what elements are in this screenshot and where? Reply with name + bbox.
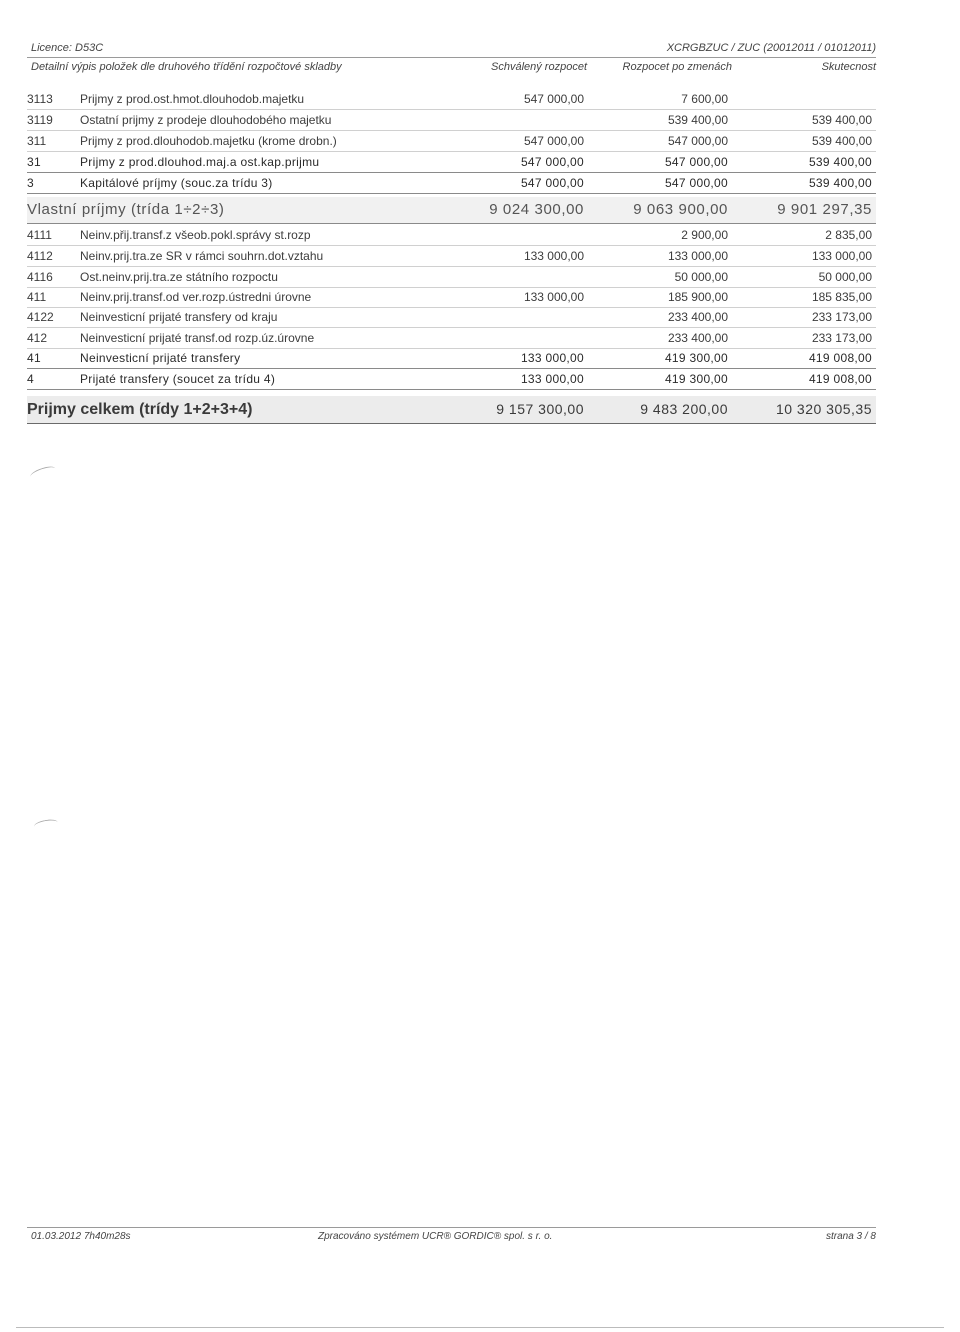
footer-page-number: strana 3 / 8	[825, 1231, 876, 1242]
row-code: 311	[27, 134, 47, 148]
report-subtitle: Detailní výpis položek dle druhového třídění rozpočtové skladby	[31, 61, 342, 73]
row-actual: 2 835,00	[825, 228, 872, 242]
row-name: Neinvesticní prijaté transfery od kraju	[80, 310, 278, 324]
row-adjusted: 50 000,00	[674, 270, 728, 284]
row-approved: 547 000,00	[520, 155, 584, 169]
table-row	[27, 225, 876, 246]
header-divider	[27, 57, 876, 58]
table-row	[27, 348, 876, 369]
scan-mark	[29, 464, 57, 481]
row-actual: 233 173,00	[811, 310, 872, 324]
row-adjusted: 547 000,00	[664, 155, 728, 169]
row-adjusted: 419 300,00	[664, 351, 728, 365]
page-bottom-line	[16, 1327, 944, 1328]
row-adjusted: 233 400,00	[667, 331, 728, 345]
row-adjusted: 547 000,00	[667, 134, 728, 148]
row-name: Kapitálové príjmy (souc.za trídu 3)	[80, 176, 273, 190]
row-approved: 133 000,00	[523, 249, 584, 263]
row-name: Prijmy celkem (trídy 1+2+3+4)	[27, 401, 253, 418]
row-adjusted: 547 000,00	[664, 176, 728, 190]
row-approved: 547 000,00	[523, 134, 584, 148]
row-name: Neinv.přij.transf.z všeob.pokl.správy st.rozp	[80, 228, 311, 242]
row-code: 4	[27, 372, 34, 386]
table-row	[27, 110, 876, 131]
row-actual: 10 320 305,35	[775, 401, 872, 417]
row-actual: 9 901 297,35	[777, 201, 872, 218]
row-adjusted: 539 400,00	[667, 113, 728, 127]
table-row	[27, 287, 876, 308]
table-row	[27, 369, 876, 390]
row-actual: 539 400,00	[811, 113, 872, 127]
row-name: Vlastní príjmy (trída 1÷2÷3)	[27, 201, 225, 218]
row-name: Prijaté transfery (soucet za trídu 4)	[80, 372, 276, 386]
table-row	[27, 152, 876, 173]
row-adjusted: 133 000,00	[667, 249, 728, 263]
row-approved: 133 000,00	[520, 372, 584, 386]
row-actual: 539 400,00	[808, 155, 872, 169]
table-row	[27, 89, 876, 110]
row-adjusted: 2 900,00	[681, 228, 728, 242]
row-actual: 185 835,00	[811, 290, 872, 304]
row-code: 4122	[27, 310, 54, 324]
row-adjusted: 9 063 900,00	[633, 201, 728, 218]
row-approved: 133 000,00	[520, 351, 584, 365]
row-code: 3119	[27, 113, 53, 127]
row-actual: 539 400,00	[811, 134, 872, 148]
row-code: 4116	[27, 270, 53, 284]
row-approved: 9 024 300,00	[489, 201, 584, 218]
row-approved: 547 000,00	[520, 176, 584, 190]
row-name: Neinvesticní prijaté transfery	[80, 351, 241, 365]
col-header-adjusted: Rozpocet po zmenách	[622, 61, 732, 73]
row-code: 31	[27, 155, 41, 169]
row-adjusted: 233 400,00	[667, 310, 728, 324]
license-label: Licence: D53C	[31, 42, 104, 54]
table-row	[27, 246, 876, 267]
row-code: 412	[27, 331, 48, 345]
row-actual: 133 000,00	[811, 249, 872, 263]
row-adjusted: 7 600,00	[681, 92, 728, 106]
row-adjusted: 185 900,00	[667, 290, 728, 304]
report-code: XCRGBZUC / ZUC (20012011 / 01012011)	[666, 42, 876, 54]
row-name: Neinv.prij.transf.od ver.rozp.ústredni úrovne	[80, 290, 312, 304]
scan-mark	[33, 818, 58, 831]
row-name: Prijmy z prod.dlouhod.maj.a ost.kap.prijmu	[80, 155, 320, 169]
row-code: 3	[27, 176, 34, 190]
row-name: Neinv.prij.tra.ze SR v rámci souhrn.dot.vztahu	[80, 249, 324, 263]
col-header-actual: Skutecnost	[821, 61, 876, 73]
row-code: 4112	[27, 249, 53, 263]
row-actual: 50 000,00	[818, 270, 872, 284]
row-code: 3113	[27, 92, 53, 106]
footer-timestamp: 01.03.2012 7h40m28s	[31, 1231, 131, 1242]
row-code: 411	[27, 290, 47, 304]
row-code: 4111	[27, 228, 52, 242]
row-actual: 539 400,00	[808, 176, 872, 190]
footer-processed-by: Zpracováno systémem UCR® GORDIC® spol. s r. o.	[318, 1231, 553, 1242]
row-approved: 547 000,00	[523, 92, 584, 106]
row-approved: 133 000,00	[523, 290, 584, 304]
table-row	[27, 328, 876, 349]
table-row	[27, 197, 876, 224]
row-code: 41	[27, 351, 41, 365]
row-adjusted: 419 300,00	[664, 372, 728, 386]
row-actual: 233 173,00	[811, 331, 872, 345]
table-row	[27, 396, 876, 424]
table-row	[27, 307, 876, 328]
row-name: Neinvesticní prijaté transf.od rozp.úz.úrovne	[80, 331, 315, 345]
row-name: Prijmy z prod.dlouhodob.majetku (krome drobn.)	[80, 134, 337, 148]
col-header-approved: Schválený rozpocet	[491, 61, 587, 73]
table-row	[27, 173, 876, 194]
row-actual: 419 008,00	[808, 372, 872, 386]
row-adjusted: 9 483 200,00	[640, 401, 728, 417]
row-approved: 9 157 300,00	[496, 401, 584, 417]
row-actual: 419 008,00	[808, 351, 872, 365]
row-name: Prijmy z prod.ost.hmot.dlouhodob.majetku	[80, 92, 305, 106]
row-name: Ost.neinv.prij.tra.ze státního rozpoctu	[80, 270, 278, 284]
table-row	[27, 131, 876, 152]
table-row	[27, 267, 876, 288]
footer-divider	[27, 1227, 876, 1228]
row-name: Ostatní prijmy z prodeje dlouhodobého majetku	[80, 113, 332, 127]
